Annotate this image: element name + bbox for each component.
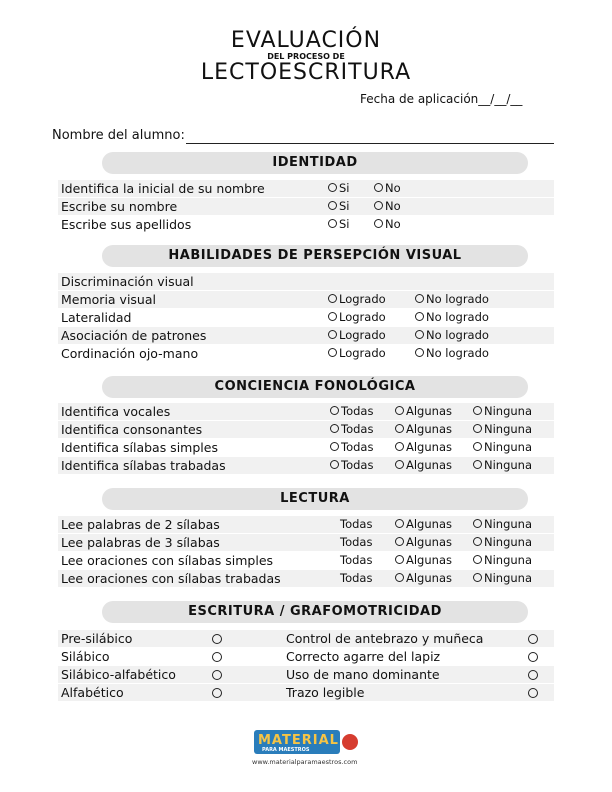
option-algunas[interactable]: Algunas — [395, 421, 452, 438]
option-ninguna[interactable]: Ninguna — [473, 570, 532, 587]
table-row — [58, 403, 554, 420]
radio-circle-icon — [395, 406, 404, 415]
radio-circle-icon — [395, 424, 404, 433]
row-label: Identifica la inicial de su nombre — [61, 181, 265, 196]
option-no[interactable]: No — [374, 198, 401, 215]
checkbox-circle-icon[interactable] — [212, 688, 222, 698]
radio-circle-icon — [330, 442, 339, 451]
row-label: Identifica consonantes — [61, 422, 203, 437]
logo-material-para-maestros — [254, 730, 364, 768]
checkbox-circle-icon[interactable] — [212, 670, 222, 680]
table-row — [58, 648, 554, 665]
radio-circle-icon — [395, 555, 404, 564]
nombre-label: Nombre del alumno: — [52, 128, 185, 143]
section-percepcion-visual: HABILIDADES DE PERSEPCIÓN VISUAL — [102, 245, 528, 267]
title-lectoescritura: LECTOESCRITURA — [200, 60, 412, 85]
option-no-logrado[interactable]: No logrado — [415, 291, 489, 308]
option-algunas[interactable]: Algunas — [395, 534, 452, 551]
row-label: Asociación de patrones — [61, 328, 207, 343]
radio-circle-icon — [473, 460, 482, 469]
radio-circle-icon — [395, 537, 404, 546]
option-logrado[interactable]: Logrado — [328, 291, 386, 308]
row-label-right: Trazo legible — [286, 685, 365, 700]
row-label: Memoria visual — [61, 292, 156, 307]
option-todas[interactable]: Todas — [330, 403, 373, 420]
radio-circle-icon — [328, 201, 337, 210]
section-identidad: IDENTIDAD — [102, 152, 528, 174]
radio-circle-icon — [328, 348, 337, 357]
checkbox-circle-icon[interactable] — [528, 652, 538, 662]
option-algunas[interactable]: Algunas — [395, 570, 452, 587]
option-no[interactable]: No — [374, 216, 401, 233]
option-logrado[interactable]: Logrado — [328, 345, 386, 362]
option-logrado[interactable]: Logrado — [328, 309, 386, 326]
table-row — [58, 684, 554, 701]
option-ninguna[interactable]: Ninguna — [473, 516, 532, 533]
radio-circle-icon — [415, 330, 424, 339]
option-ninguna[interactable]: Ninguna — [473, 457, 532, 474]
title-del-proceso: DEL PROCESO DE — [267, 52, 345, 61]
apple-icon — [342, 734, 358, 750]
option-no-logrado[interactable]: No logrado — [415, 309, 489, 326]
row-label: Identifica sílabas trabadas — [61, 458, 226, 473]
radio-circle-icon — [374, 201, 383, 210]
radio-circle-icon — [328, 312, 337, 321]
row-label: Identifica vocales — [61, 404, 171, 419]
option-ninguna[interactable]: Ninguna — [473, 403, 532, 420]
option-todas: Todas — [340, 517, 373, 531]
logo-name: MATERIAL — [258, 733, 339, 748]
row-label-right: Correcto agarre del lapiz — [286, 649, 441, 664]
radio-circle-icon — [330, 460, 339, 469]
radio-circle-icon — [328, 219, 337, 228]
table-row — [58, 327, 554, 344]
radio-circle-icon — [374, 219, 383, 228]
option-todas[interactable]: Todas — [330, 421, 373, 438]
radio-circle-icon — [473, 424, 482, 433]
row-label-right: Control de antebrazo y muñeca — [286, 631, 484, 646]
logo-badge — [254, 730, 340, 754]
section-lectura: LECTURA — [102, 488, 528, 510]
logo-subtitle: PARA MAESTROS — [262, 747, 310, 753]
option-no-logrado[interactable]: No logrado — [415, 345, 489, 362]
radio-circle-icon — [473, 519, 482, 528]
option-algunas[interactable]: Algunas — [395, 552, 452, 569]
option-algunas[interactable]: Algunas — [395, 439, 452, 456]
table-row — [58, 552, 554, 569]
table-row — [58, 273, 554, 290]
table-row — [58, 345, 554, 362]
radio-circle-icon — [473, 442, 482, 451]
row-label: Escribe sus apellidos — [61, 217, 192, 232]
option-todas: Todas — [340, 553, 373, 567]
option-no-logrado[interactable]: No logrado — [415, 327, 489, 344]
checkbox-circle-icon[interactable] — [528, 634, 538, 644]
row-label: Lateralidad — [61, 310, 132, 325]
option-todas[interactable]: Todas — [330, 439, 373, 456]
option-todas: Todas — [340, 571, 373, 585]
logo-url: www.materialparamaestros.com — [252, 758, 358, 766]
option-algunas[interactable]: Algunas — [395, 457, 452, 474]
row-label-right: Uso de mano dominante — [286, 667, 440, 682]
table-row — [58, 666, 554, 683]
nombre-field[interactable] — [186, 143, 554, 144]
checkbox-circle-icon[interactable] — [528, 670, 538, 680]
section-escritura: ESCRITURA / GRAFOMOTRICIDAD — [102, 601, 528, 623]
row-label: Identifica sílabas simples — [61, 440, 218, 455]
radio-circle-icon — [328, 330, 337, 339]
option-todas[interactable]: Todas — [330, 457, 373, 474]
table-row — [58, 309, 554, 326]
radio-circle-icon — [473, 537, 482, 546]
table-row — [58, 439, 554, 456]
table-row — [58, 198, 554, 215]
radio-circle-icon — [415, 348, 424, 357]
radio-circle-icon — [473, 555, 482, 564]
row-label-left: Alfabético — [61, 685, 124, 700]
table-row — [58, 180, 554, 197]
table-row — [58, 516, 554, 533]
radio-circle-icon — [374, 183, 383, 192]
radio-circle-icon — [330, 406, 339, 415]
table-row — [58, 570, 554, 587]
row-label: Discriminación visual — [61, 274, 194, 289]
option-algunas[interactable]: Algunas — [395, 516, 452, 533]
option-ninguna[interactable]: Ninguna — [473, 421, 532, 438]
row-label: Escribe su nombre — [61, 199, 178, 214]
radio-circle-icon — [415, 294, 424, 303]
option-todas: Todas — [340, 535, 373, 549]
option-si[interactable]: Si — [328, 216, 350, 233]
table-row — [58, 216, 554, 233]
option-no[interactable]: No — [374, 180, 401, 197]
radio-circle-icon — [328, 294, 337, 303]
radio-circle-icon — [395, 460, 404, 469]
row-label: Lee palabras de 3 sílabas — [61, 535, 220, 550]
option-ninguna[interactable]: Ninguna — [473, 552, 532, 569]
radio-circle-icon — [473, 573, 482, 582]
option-logrado[interactable]: Logrado — [328, 327, 386, 344]
table-row — [58, 291, 554, 308]
checkbox-circle-icon[interactable] — [212, 652, 222, 662]
option-si[interactable]: Si — [328, 198, 350, 215]
row-label: Cordinación ojo-mano — [61, 346, 199, 361]
radio-circle-icon — [415, 312, 424, 321]
radio-circle-icon — [330, 424, 339, 433]
row-label: Lee palabras de 2 sílabas — [61, 517, 220, 532]
table-row — [58, 534, 554, 551]
row-label-left: Silábico — [61, 649, 110, 664]
option-ninguna[interactable]: Ninguna — [473, 534, 532, 551]
radio-circle-icon — [328, 183, 337, 192]
title-evaluacion: EVALUACIÓN — [230, 28, 382, 53]
radio-circle-icon — [395, 519, 404, 528]
radio-circle-icon — [395, 442, 404, 451]
checkbox-circle-icon[interactable] — [528, 688, 538, 698]
option-algunas[interactable]: Algunas — [395, 403, 452, 420]
radio-circle-icon — [395, 573, 404, 582]
fecha-aplicacion: Fecha de aplicación__/__/__ — [360, 92, 523, 106]
table-row — [58, 630, 554, 647]
section-conciencia-fonologica: CONCIENCIA FONOLÓGICA — [102, 376, 528, 398]
checkbox-circle-icon[interactable] — [212, 634, 222, 644]
row-label: Lee oraciones con sílabas simples — [61, 553, 274, 568]
option-si[interactable]: Si — [328, 180, 350, 197]
table-row — [58, 421, 554, 438]
table-row — [58, 457, 554, 474]
row-label-left: Silábico-alfabético — [61, 667, 176, 682]
option-ninguna[interactable]: Ninguna — [473, 439, 532, 456]
row-label-left: Pre-silábico — [61, 631, 133, 646]
radio-circle-icon — [473, 406, 482, 415]
row-label: Lee oraciones con sílabas trabadas — [61, 571, 281, 586]
